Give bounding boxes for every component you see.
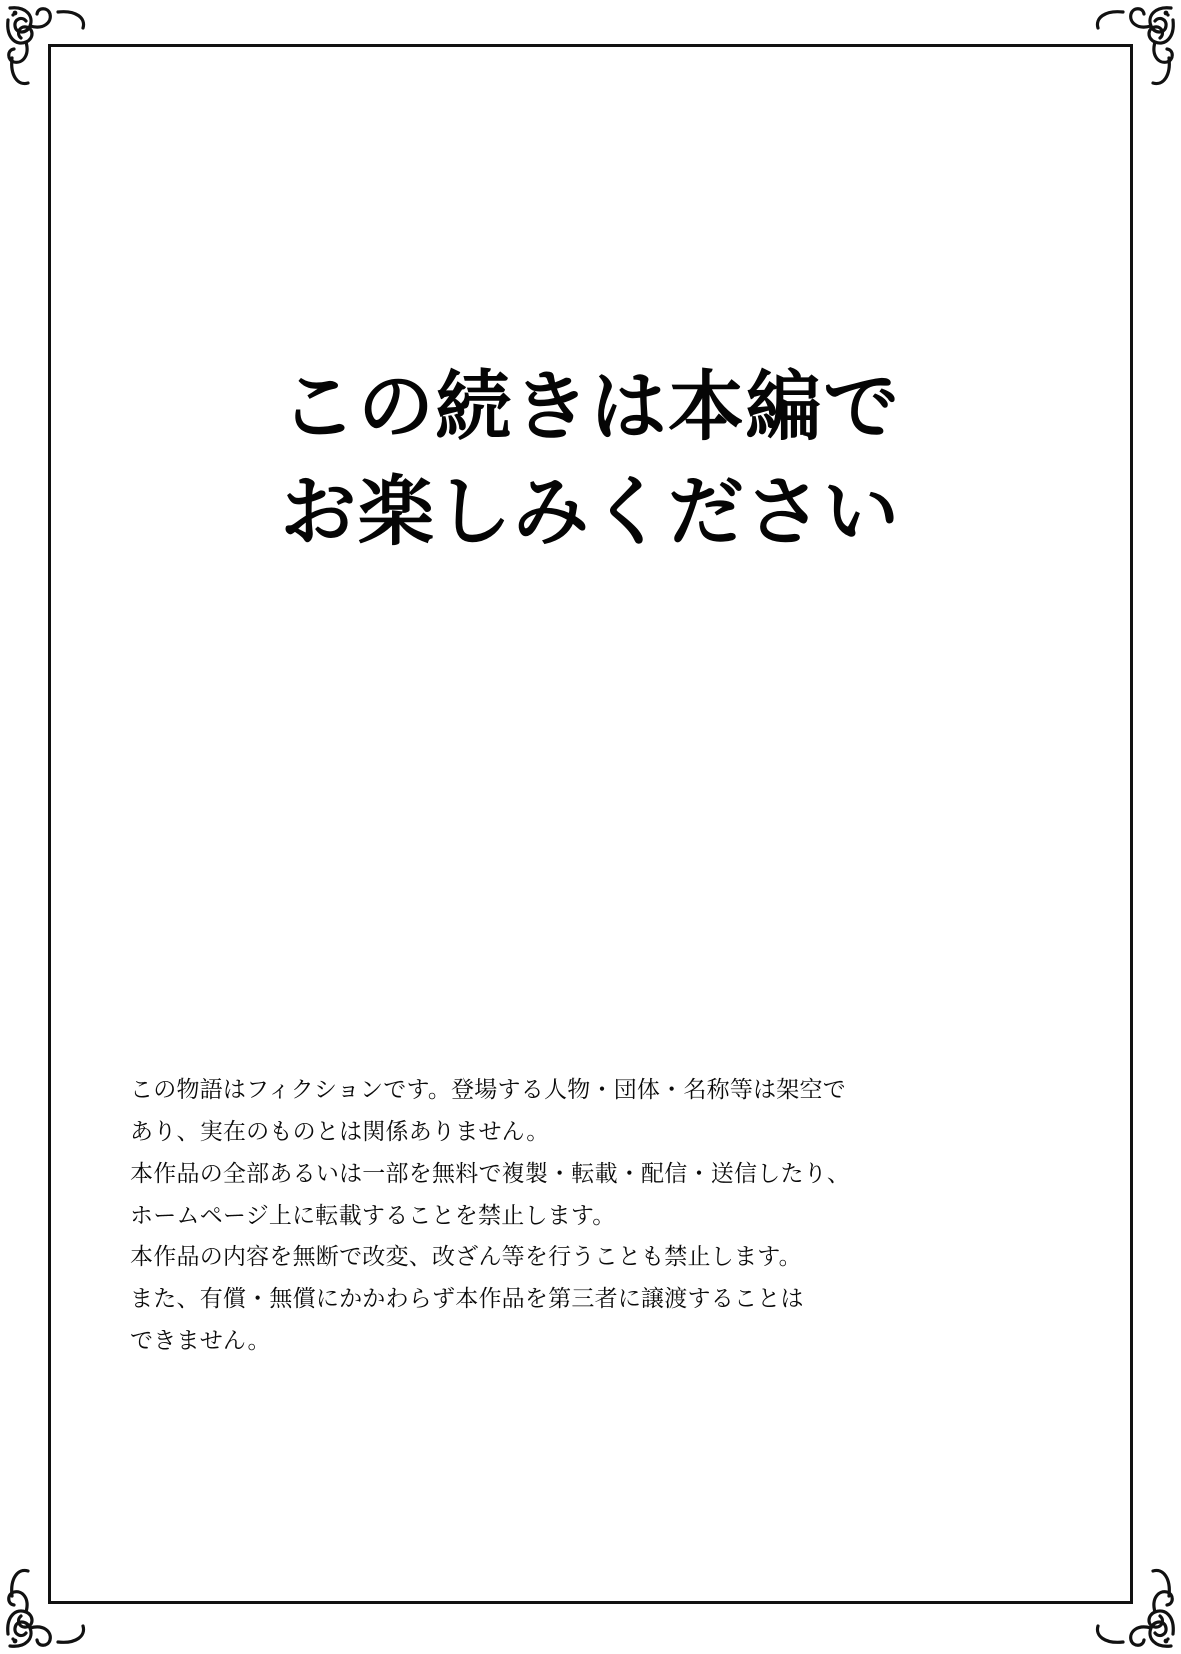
headline-line-2: お楽しみください — [280, 466, 901, 556]
disclaimer-line-1: この物語はフィクションです。登場する人物・団体・名称等は架空で — [130, 1077, 846, 1103]
disclaimer-line-5: 本作品の内容を無断で改変、改ざん等を行うことも禁止します。 — [130, 1244, 802, 1271]
disclaimer-line-7: できません。 — [130, 1328, 271, 1355]
disclaimer-block — [130, 1070, 1010, 1363]
headline-line-1: この続きは本編で — [280, 362, 901, 451]
disclaimer-line-6: また、有償・無償にかかわらず本作品を第三者に譲渡することは — [130, 1286, 804, 1313]
inner-frame — [48, 44, 1133, 1604]
disclaimer-line-3: 本作品の全部あるいは一部を無料で複製・転載・配信・送信したり、 — [130, 1160, 851, 1187]
disclaimer-line-4: ホームページ上に転載することを禁止します。 — [130, 1202, 616, 1229]
disclaimer-line-2: あり、実在のものとは関係ありません。 — [130, 1118, 550, 1145]
headline — [0, 355, 1181, 565]
